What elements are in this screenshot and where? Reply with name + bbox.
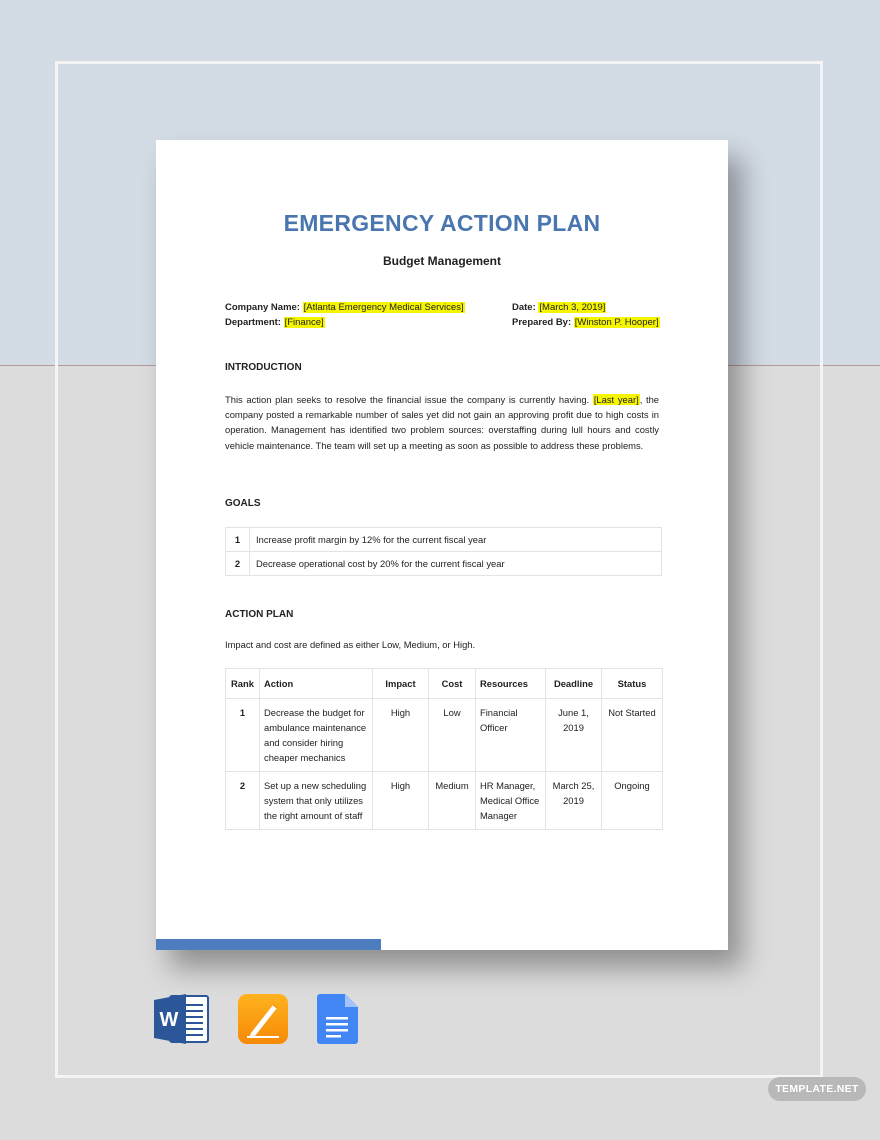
goal-number: 2 <box>226 552 250 576</box>
column-header-action: Action <box>260 669 373 699</box>
column-header-status: Status <box>602 669 663 699</box>
cell-cost: Low <box>429 699 476 772</box>
date-value: [March 3, 2019] <box>539 302 606 313</box>
column-header-rank: Rank <box>226 669 260 699</box>
table-header-row <box>226 669 663 699</box>
department-line <box>225 317 325 328</box>
cell-cost: Medium <box>429 772 476 830</box>
prepared-by-value: [Winston P. Hooper] <box>574 317 659 328</box>
introduction-text-start: This action plan seeks to resolve the financial issue the company is currently having. <box>225 394 590 405</box>
cell-deadline: June 1, 2019 <box>546 699 602 772</box>
goals-table <box>225 527 662 576</box>
prepared-by-label: Prepared By: <box>512 317 572 328</box>
company-name-line <box>225 302 465 313</box>
document-title: EMERGENCY ACTION PLAN <box>283 210 601 236</box>
column-header-cost: Cost <box>429 669 476 699</box>
date-label: Date: <box>512 302 536 313</box>
action-plan-heading: ACTION PLAN <box>225 609 294 620</box>
cell-resources: HR Manager, Medical Office Manager <box>476 772 546 830</box>
document-subtitle: Budget Management <box>382 254 501 268</box>
cell-action: Set up a new scheduling system that only utilizes the right amount of staff <box>260 772 373 830</box>
introduction-heading: INTRODUCTION <box>225 362 302 373</box>
date-line <box>512 302 606 313</box>
cell-impact: High <box>373 699 429 772</box>
cell-impact: High <box>373 772 429 830</box>
document-page <box>156 140 728 950</box>
table-row <box>226 552 662 576</box>
company-name-label: Company Name: <box>225 302 300 313</box>
action-plan-table <box>225 668 663 830</box>
goals-heading: GOALS <box>225 498 261 509</box>
pages-icon[interactable] <box>237 993 289 1045</box>
table-row <box>226 699 663 772</box>
microsoft-word-icon[interactable] <box>154 993 210 1045</box>
column-header-deadline: Deadline <box>546 669 602 699</box>
cell-deadline: March 25, 2019 <box>546 772 602 830</box>
department-label: Department: <box>225 317 281 328</box>
word-icon-letter: W <box>159 1009 179 1031</box>
cell-rank: 1 <box>226 699 260 772</box>
department-value: [Finance] <box>284 317 324 328</box>
cell-status: Not Started <box>602 699 663 772</box>
page-accent-bar <box>156 939 381 950</box>
cell-rank: 2 <box>226 772 260 830</box>
table-row <box>226 528 662 552</box>
introduction-paragraph <box>225 392 659 453</box>
introduction-highlight: [Last year] <box>593 394 639 405</box>
goal-text: Decrease operational cost by 20% for the current fiscal year <box>250 552 662 576</box>
cell-resources: Financial Officer <box>476 699 546 772</box>
prepared-by-line <box>512 317 660 328</box>
goal-number: 1 <box>226 528 250 552</box>
table-row <box>226 772 663 830</box>
introduction-text-end: , the company posted a remarkable number of sales yet did not gain an approving profit due to high costs in operation. Management has identified two problem sources: overstaffing during lull hours and costly vehicle maintenance. The team will set up a meeting as soon as possible to address these problems. <box>225 394 660 451</box>
cell-action: Decrease the budget for ambulance maintenance and consider hiring cheaper mechanics <box>260 699 373 772</box>
template-net-watermark[interactable]: TEMPLATE.NET <box>768 1077 866 1101</box>
google-docs-icon[interactable] <box>317 993 359 1045</box>
goal-text: Increase profit margin by 12% for the current fiscal year <box>250 528 662 552</box>
company-name-value: [Atlanta Emergency Medical Services] <box>303 302 464 313</box>
action-plan-note: Impact and cost are defined as either Low, Medium, or High. <box>225 639 476 650</box>
column-header-impact: Impact <box>373 669 429 699</box>
column-header-resources: Resources <box>476 669 546 699</box>
cell-status: Ongoing <box>602 772 663 830</box>
